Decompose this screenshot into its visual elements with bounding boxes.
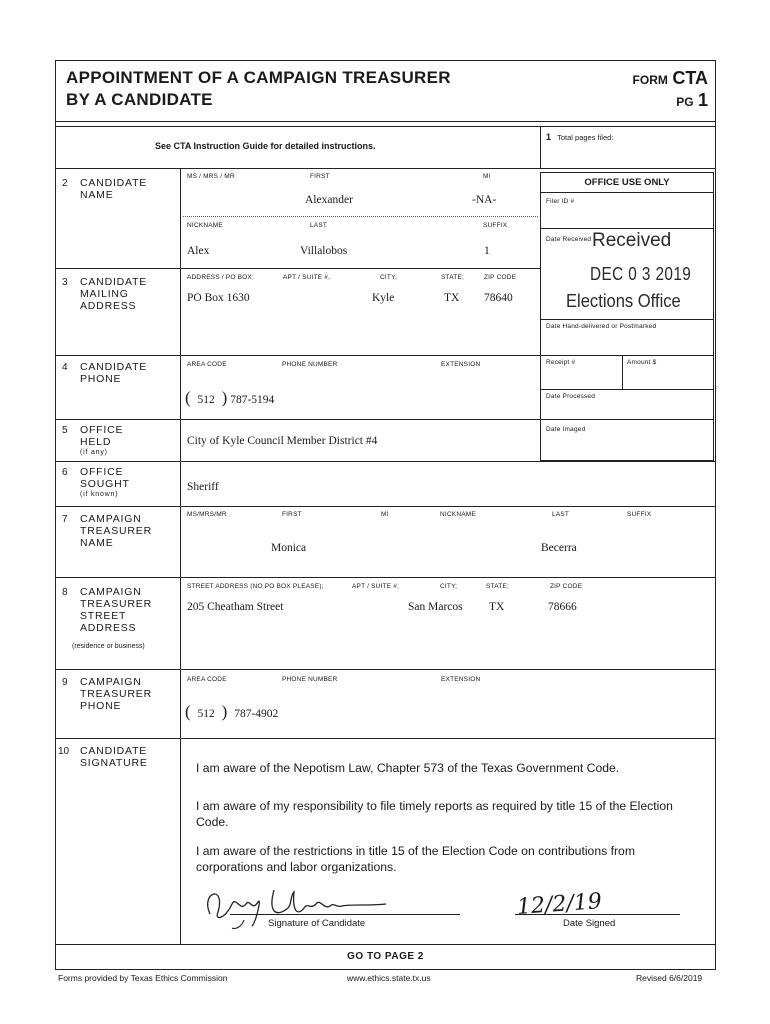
treasurer-state: TX [489,601,505,613]
section-10-label-line1: CANDIDATE [80,745,148,757]
date-signed-value: 12/2/19 [516,889,603,920]
signature-of-candidate-label: Signature of Candidate [268,918,366,929]
section-9-label [80,676,152,712]
form-prefix: FORM [632,73,668,87]
section-7-label-line1: CAMPAIGN [80,513,142,525]
treasurer-first-name: Monica [271,542,307,554]
section-8-number: 8 [62,587,68,598]
form-id [633,68,708,89]
mi-label: MI [483,173,491,180]
treasurer-suffix-label: SUFFIX [627,511,652,518]
section-5-number: 5 [62,425,68,436]
office-use-box [540,172,714,461]
section-9-label-line2: TREASURER [80,688,152,700]
section-3-label-line2: MAILING [80,288,129,300]
treasurer-state-label: STATE; [486,583,509,590]
date-signed-label: Date Signed [563,918,616,929]
section-8-label-line2: TREASURER [80,598,152,610]
office-sought-value: Sheriff [187,481,219,493]
date-imaged-label: Date Imaged [546,426,586,433]
treasurer-city-label: CITY; [440,583,458,590]
section-7-label [80,513,152,549]
candidate-suffix: 1 [484,245,490,257]
date-processed-label: Date Processed [546,393,596,400]
page-number: 1 [697,90,708,110]
section-8-note: (residence or business) [72,643,145,650]
area-code-label: AREA CODE [187,361,227,368]
section-6-note: (if known) [80,491,119,498]
treasurer-zip: 78666 [548,601,577,613]
section-5-label-line1: OFFICE [80,424,124,436]
total-pages [546,132,613,142]
zip-label: ZIP CODE [484,274,517,281]
form-code: CTA [672,68,708,88]
amount-label: Amount $ [627,359,657,366]
section-3-label-line3: ADDRESS [80,300,137,312]
section-9-number: 9 [62,677,68,688]
candidate-first-name: Alexander [305,194,353,206]
received-stamp-office: Elections Office [566,291,681,311]
section-8-label [80,586,152,634]
treasurer-phone-number-label: PHONE NUMBER [282,676,338,683]
section-7-number: 7 [62,514,68,525]
total-pages-number: 1 [546,132,552,142]
page-indicator [676,90,708,111]
nepotism-statement: I am aware of the Nepotism Law, Chapter 573 of the Texas Government Code. [196,761,620,775]
section-7-label-line3: NAME [80,537,114,549]
treasurer-last-label: LAST [552,511,570,518]
treasurer-city: San Marcos [408,601,463,613]
candidate-mi: -NA- [472,194,497,206]
go-to-page-2: GO TO PAGE 2 [347,951,424,962]
section-8-label-line3: STREET [80,610,127,622]
office-use-title: OFFICE USE ONLY [584,177,670,188]
section-2-label-line1: CANDIDATE [80,177,148,189]
section-4-label-line1: CANDIDATE [80,361,148,373]
section-4-label-line2: PHONE [80,373,122,385]
section-3-label-line1: CANDIDATE [80,276,148,288]
office-held-value: City of Kyle Council Member District #4 [187,435,378,447]
salutation-label: MS / MRS / MR [187,173,235,180]
form-title-line2: BY A CANDIDATE [66,90,213,109]
filer-id-label: Filer ID # [546,198,575,205]
suffix-label: SUFFIX [483,222,508,229]
section-10-number: 10 [58,746,70,757]
candidate-state: TX [444,292,460,304]
state-label: STATE; [441,274,464,281]
section-8-label-line4: ADDRESS [80,622,137,634]
extension-label: EXTENSION [441,361,481,368]
treasurer-apt-label: APT / SUITE #; [352,583,400,590]
section-2-label [80,177,147,201]
treasurer-extension-label: EXTENSION [441,676,481,683]
candidate-phone-number: 787-5194 [230,394,275,406]
section-5-label-line2: HELD [80,436,112,448]
contributions-statement: I am aware of the restrictions in title 15 of the Election Code on contributions from corporations and labor organizations. [196,844,635,874]
footer-website: www.ethics.state.tx.us [347,973,431,983]
candidate-zip: 78640 [484,292,513,304]
candidate-address: PO Box 1630 [187,292,250,304]
treasurer-mi-label: MI [381,511,389,518]
treasurer-first-label: FIRST [282,511,302,518]
treasurer-phone-number: 787-4902 [234,708,279,720]
section-3-label [80,276,147,312]
hand-delivered-label: Date Hand-delivered or Postmarked [546,323,657,330]
section-5-note: (if any) [80,449,108,456]
section-5-label [80,424,123,458]
page-prefix: PG [676,95,694,109]
date-received-label: Date Received [546,236,592,243]
phone-number-label: PHONE NUMBER [282,361,338,368]
receipt-label: Receipt # [546,359,576,366]
address-label: ADDRESS / PO BOX; [187,274,254,281]
reporting-statement: I am aware of my responsibility to file timely reports as required by title 15 of the Election Code. [196,799,673,829]
first-name-label: FIRST [310,173,330,180]
section-8-label-line1: CAMPAIGN [80,586,142,598]
section-2-number: 2 [62,178,68,189]
treasurer-area-code-label: AREA CODE [187,676,227,683]
section-10-label-line2: SIGNATURE [80,757,148,769]
candidate-phone: ( 512 ) 787-5194 [185,388,275,407]
treasurer-salutation-label: MS/MRS/MR [187,511,227,518]
section-6-label-line2: SOUGHT [80,478,130,490]
apt-label: APT / SUITE #, [283,274,331,281]
instructions-text: See CTA Instruction Guide for detailed instructions. [155,141,376,151]
candidate-last-name: Villalobos [300,245,348,257]
treasurer-area-code: 512 [197,708,215,720]
city-label: CITY; [380,274,398,281]
section-4-number: 4 [62,362,68,373]
section-3-number: 3 [62,277,68,288]
section-7-label-line2: TREASURER [80,525,152,537]
section-2-label-line2: NAME [80,189,114,201]
candidate-nickname: Alex [187,245,210,257]
received-stamp: Received [592,230,672,251]
footer-provided-by: Forms provided by Texas Ethics Commission [58,973,228,983]
form-title-line1: APPOINTMENT OF A CAMPAIGN TREASURER [66,68,451,87]
treasurer-street: 205 Cheatham Street [187,601,284,613]
treasurer-nickname-label: NICKNAME [440,511,476,518]
last-name-label: LAST [310,222,328,229]
treasurer-last-name: Becerra [541,542,577,554]
section-6-label-line1: OFFICE [80,466,124,478]
section-9-label-line1: CAMPAIGN [80,676,142,688]
section-4-label [80,361,147,385]
section-6-number: 6 [62,467,68,478]
nickname-label: NICKNAME [187,222,223,229]
received-stamp-date: DEC 0 3 2019 [590,264,692,284]
section-10-label [80,745,148,769]
candidate-area-code: 512 [197,394,215,406]
section-9-label-line3: PHONE [80,700,122,712]
candidate-city: Kyle [372,292,395,304]
total-pages-label: Total pages filed: [557,133,614,142]
treasurer-phone: ( 512 ) 787-4902 [185,702,279,721]
treasurer-street-label: STREET ADDRESS (NO PO BOX PLEASE); [187,583,324,590]
treasurer-zip-label: ZIP CODE [550,583,583,590]
footer-revised: Revised 6/6/2019 [636,973,703,983]
section-6-label [80,466,130,500]
